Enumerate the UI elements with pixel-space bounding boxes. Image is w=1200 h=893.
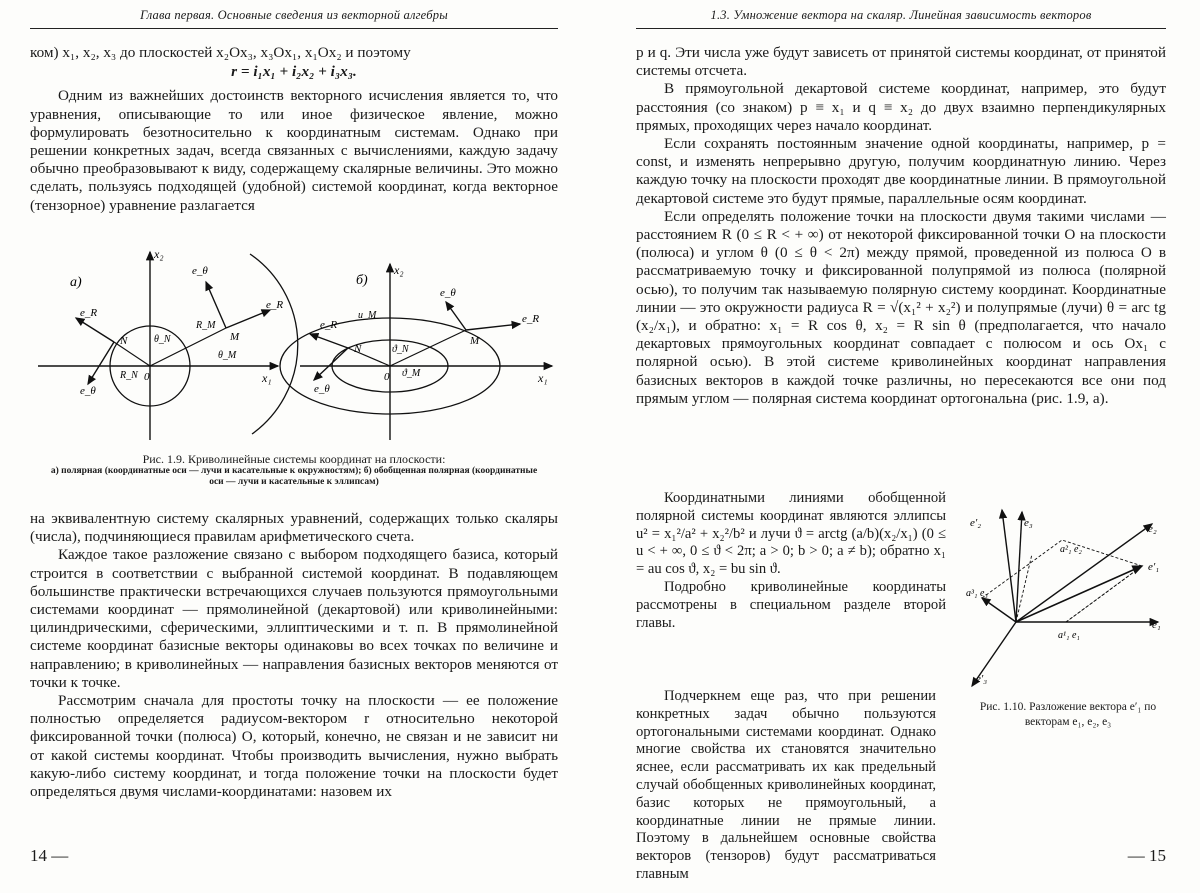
right-wrapped-text-2 <box>636 688 936 884</box>
left-page <box>30 0 558 893</box>
fig-label: θ_M <box>218 350 237 361</box>
panel-a <box>38 247 298 440</box>
paragraph: Если определять положение точки на плоскости двумя такими числами — расстоянием R (0 ≤ R < + ∞) от некоторой фиксированной точки O на плоскости (полюса) и углом θ (0 ≤ θ < 2π) между прямой, проведенной из полюса O в рассматриваемую точку и фиксированной полупрямой из полюса (полярной осью), то получим так называемую полярную систему координат. Координатные линии — это окружности радиуса R = √(x₁² + x₂²) и полупрямые (лучи) θ = arc tg (x₂/x₁), и обратно: x₁ = R cos θ, x₂ = R sin θ (предполагается, что начало декартовых прямоугольных координат совпадает с полюсом и ось Ox₁ с полярной осью). В этой системе криволинейных координат направления базисных векторов в каждой точке различны, но пересекаются все они под прямым углом — полярная система координат ортогональна (рис. 1.9, а). <box>636 207 1166 407</box>
fig-label: e_R <box>320 319 338 331</box>
figure-caption-detail: а) полярная (координатные оси — лучи и касательные к окружностям); б) обобщенная полярная (координатные оси — лучи и касательные к эллипсам) <box>50 466 538 487</box>
paragraph: на эквивалентную систему скалярных уравнений, содержащих только скаляры (числа), подчиняющиеся правилам арифметического счета. <box>30 510 558 546</box>
paragraph: Одним из важнейших достоинств векторного исчисления является то, что уравнения, описывающие то или иное физическое явление, можно формулировать безотносительно к координатным системам. Однако при решении конкретных задач, всегда связанных с вычислениями, каждую задачу обычно преобразовывают к виду, содержащему скалярные величины. Это можно сделать, пользуясь подходящей (удобной) системой координат, когда векторное (тензорное) уравнение разлагается <box>30 87 558 214</box>
fig-label: ϑ_M <box>402 368 421 379</box>
fig-label: e₁ <box>1152 619 1161 631</box>
paragraph-lead: ком) x₁, x₂, x₃ до плоскостей x₂Ox₃, x₃Ox₁, x₁Ox₂ и поэтому <box>30 44 411 61</box>
fig-label: б) <box>356 273 368 288</box>
figure-1-10-caption: Рис. 1.10. Разложение вектора e′₁ по векторам e₁, e₂, e₃ <box>979 701 1157 728</box>
page-number-left: 14 — <box>30 846 69 865</box>
fig-label: x₁ <box>262 371 272 385</box>
paragraph: p и q. Эти числа уже будут зависеть от принятой системы координат, от принятой системы отсчета. <box>636 44 1166 80</box>
formula-r: r = i₁x₁ + i₂x₂ + i₃x₃. <box>231 63 357 81</box>
left-bottom-text <box>30 510 558 801</box>
paragraph: Рассмотрим сначала для простоты точку на плоскости — ее положение полностью определяется радиусом-вектором r относительно некоторой фиксированной точки (полюса) O, который, конечно, не связан и не зависит ни от какой системы координат. Чтобы производить вычисления, нужно выбрать какую-либо систему координат, и тогда положение точки на плоскости будет определяться двумя числами-координатами: назовем их <box>30 692 558 801</box>
paragraph: Подробно криволинейные координаты рассмотрены в специальном разделе второй главы. <box>636 578 946 631</box>
fig-label: e_θ <box>192 265 208 277</box>
fig-label: e′₁ <box>1148 561 1160 573</box>
right-page <box>636 0 1166 893</box>
panel-b <box>280 263 552 440</box>
fig-label: M <box>230 331 240 343</box>
fig-label: a²₁ e₂ <box>1060 544 1082 555</box>
fig-label: e_θ <box>80 385 96 397</box>
running-head-right: 1.3. Умножение вектора на скаляр. Линейная зависимость векторов <box>636 8 1166 29</box>
figure-caption: Рис. 1.9. Криволинейные системы координат на плоскости: <box>142 452 446 466</box>
fig-label: e′₂ <box>970 517 982 529</box>
paragraph: Каждое такое разложение связано с выбором подходящего базиса, который строится в соответствии с выбранной системой координат. В подавляющем большинстве практически встречающихся случаев пользуются прямоугольными системами координат — прямолинейной (декартовой) или криволинейными: цилиндрическими, сферическими, эллиптическими и т. п. В прямолинейной системе координат базисные векторы одинаковы во всех точках по величине и направлению; в криволинейных — направления базисных векторов меняются от точки к точке. <box>30 546 558 691</box>
fig-label: M <box>470 335 480 347</box>
page-number-right: — 15 <box>1127 846 1166 865</box>
right-top-text <box>636 44 1166 408</box>
fig-label: 0 <box>144 371 150 383</box>
fig-label: 0 <box>384 371 390 383</box>
fig-label: e_θ <box>440 287 456 299</box>
figure-1-9-drawing <box>30 244 558 444</box>
figure-1-10 <box>962 500 1166 700</box>
fig-label: R_M <box>196 320 216 331</box>
paragraph: Координатными линиями обобщенной полярной системы координат являются эллипсы u² = x₁²/a² + x₂²/b² и лучи ϑ = arctg (a/b)(x₂/x₁) (0 ≤ u < + ∞, 0 ≤ ϑ < 2π; a > 0; b > 0; a ≠ b); обратно x₁ = au cos ϑ, x₂ = bu sin ϑ. <box>636 490 946 578</box>
right-wrapped-text <box>636 490 946 632</box>
fig-label: x₂ <box>154 247 164 261</box>
fig-label: e_θ <box>314 383 330 395</box>
fig-label: x₂ <box>394 263 404 277</box>
fig-label: e_R <box>522 313 540 325</box>
fig-label: e_R <box>266 299 284 311</box>
figure-1-10-drawing <box>962 500 1166 700</box>
fig-label: e′₃ <box>976 673 988 685</box>
paragraph: В прямоугольной декартовой системе координат, например, это будут расстояния (со знаком) p ≡ x₁ и q ≡ x₂ до двух взаимно перпендикулярных прямых, проходящих через начало координат. <box>636 80 1166 134</box>
running-head-left: Глава первая. Основные сведения из векторной алгебры <box>30 8 558 29</box>
fig-label: e_R <box>80 307 98 319</box>
figure-1-9-caption <box>50 452 538 488</box>
fig-label: ϑ_N <box>392 344 409 355</box>
fig-label: e₃ <box>1024 517 1033 529</box>
fig-label: u_M <box>358 310 377 321</box>
paragraph: Подчеркнем еще раз, что при решении конкретных задач обычно пользуются ортогональными системами координат. Однако многие свойства их становятся значительно яснее, если рассматривать их как предельный случай обобщенных криволинейных координат, базис которых не прямоугольный, а координатные линии не прямые линии. Поэтому в дальнейшем основные свойства векторов (тензоров) будут рассматриваться главным <box>636 688 936 882</box>
paragraph: Если сохранять постоянным значение одной координаты, например, p = const, и изменять непрерывно другую, получим координатную линию. Через каждую точку на плоскости проходят две координатные линии. В прямоугольной декартовой системе это будут прямые, параллельные осям координат. <box>636 135 1166 207</box>
fig-label: а) <box>70 275 82 290</box>
fig-label: R_N <box>120 370 138 381</box>
fig-label: x₁ <box>538 371 548 385</box>
left-top-text <box>30 44 558 215</box>
fig-label: a¹₁ e₁ <box>1058 630 1080 641</box>
fig-label: a³₁ e₃ <box>966 588 988 599</box>
fig-label: θ_N <box>154 334 171 345</box>
fig-label: N <box>354 343 362 355</box>
figure-1-9 <box>30 244 558 444</box>
fig-label: e₂ <box>1148 523 1157 535</box>
fig-label: N <box>120 335 128 347</box>
